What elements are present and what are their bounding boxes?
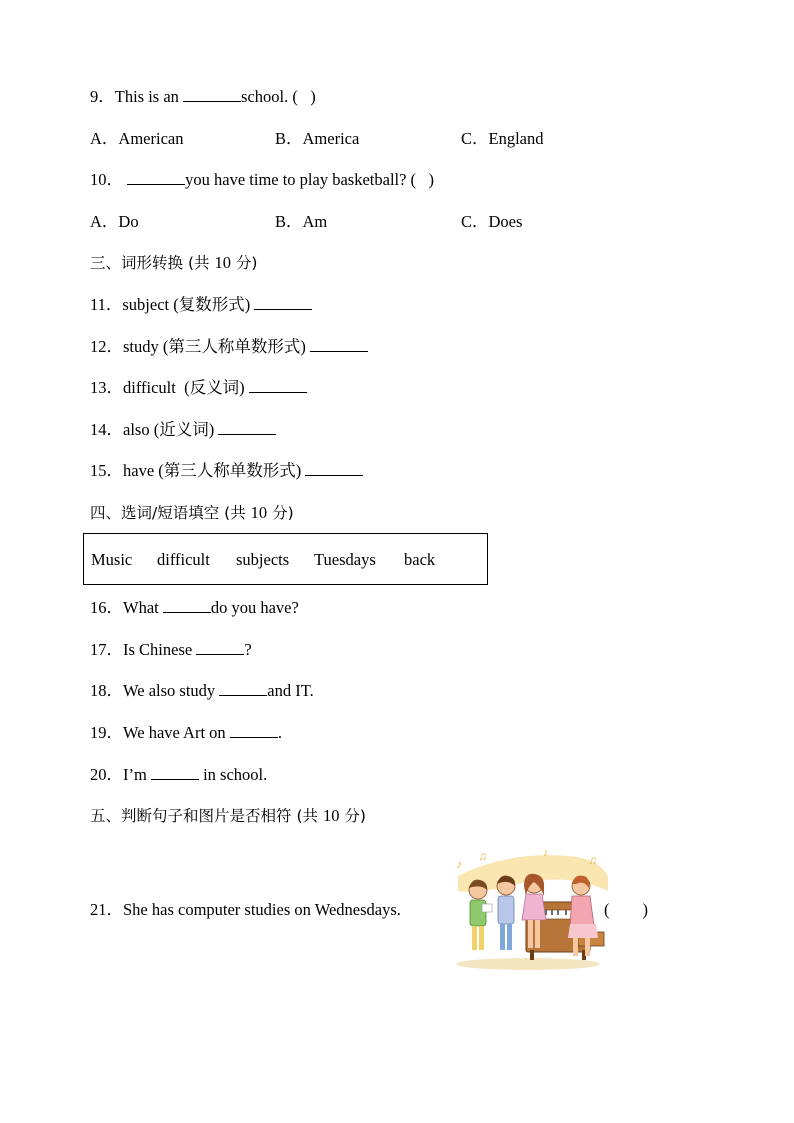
question-number: 15． [90,461,123,480]
question-text-before: What [123,598,163,617]
answer-blank[interactable] [151,764,199,780]
question-10-options [90,211,690,233]
question-number: 20． [90,765,123,784]
answer-blank[interactable] [249,377,307,393]
section-score-close: 分) [339,807,366,825]
answer-paren-close: ) [310,87,316,106]
question-13 [90,377,307,399]
question-number: 10． [90,170,123,189]
answer-blank[interactable] [218,419,276,435]
question-number: 11． [90,295,123,314]
question-14 [90,419,276,441]
teacher-at-piano [568,876,604,956]
question-text-after: you have time to play basketball? ( [185,170,417,189]
option-a[interactable]: A．Do [90,212,139,231]
question-number: 21． [90,900,123,919]
question-number: 16． [90,598,123,617]
question-text: have (第三人称单数形式) [123,461,302,480]
question-9-options [90,128,690,150]
section-score-close: 分) [267,504,294,522]
question-12 [90,336,368,358]
question-text: also (近义词) [123,420,215,439]
question-9 [90,86,316,108]
section-title: 五、判断句子和图片是否相符 [90,807,292,825]
question-text-before: I’m [123,765,151,784]
svg-text:♫: ♫ [478,849,487,863]
question-number: 18． [90,681,123,700]
question-11 [90,294,312,316]
answer-blank[interactable] [183,86,241,102]
section-score-open: (共 [187,254,215,272]
section-3-heading [90,252,257,274]
section-score: 10 [214,253,231,272]
question-text-after: ? [244,640,252,659]
question-number: 19． [90,723,123,742]
section-title: 四、选词/短语填空 [90,504,220,522]
question-text: She has computer studies on Wednesdays. [123,900,401,919]
answer-blank[interactable] [254,294,312,310]
question-text: difficult (反义词) [123,378,245,397]
question-text-before: This is an [114,87,184,106]
question-21 [90,899,401,921]
option-c[interactable]: C．Does [461,212,523,231]
word-bank-item: Tuesdays [314,550,376,569]
question-text-before: Is Chinese [123,640,197,659]
section-score-close: 分) [230,254,258,272]
word-bank [83,533,488,585]
svg-text:♪: ♪ [456,857,462,871]
word-bank-item: back [404,550,436,569]
section-score-open: (共 [224,504,251,522]
section-5-heading [90,805,366,827]
option-a[interactable]: A．American [90,129,184,148]
option-c[interactable]: C．England [461,129,544,148]
question-18 [90,680,314,702]
music-class-illustration [448,846,610,970]
question-text: subject (复数形式) [122,295,251,314]
section-score: 10 [250,503,268,522]
question-15 [90,460,363,482]
section-score: 10 [322,806,340,825]
question-text: study (第三人称单数形式) [123,337,306,356]
question-number: 12． [90,337,123,356]
child-boy-middle [497,876,515,950]
question-number: 9． [90,87,115,106]
question-text-before: We also study [123,681,220,700]
svg-text:♫: ♫ [588,853,597,867]
word-bank-item: subjects [236,550,290,569]
answer-blank[interactable] [163,597,211,613]
question-text-after: school. ( [241,87,298,106]
answer-blank[interactable] [127,169,185,185]
answer-blank[interactable] [310,336,368,352]
child-boy-left [469,880,492,950]
question-text-after: in school. [198,765,268,784]
word-bank-item: difficult [157,550,210,569]
question-number: 14． [90,420,123,439]
question-19 [90,722,282,744]
question-text-after: . [277,723,282,742]
section-score-open: (共 [296,807,323,825]
section-title: 三、词形转换 [90,254,184,272]
question-16 [90,597,299,619]
question-text-after: and IT. [267,681,314,700]
answer-blank[interactable] [196,639,244,655]
answer-blank[interactable] [230,722,278,738]
question-20 [90,764,267,786]
question-text-after: do you have? [210,598,299,617]
word-bank-item: Music [91,550,133,569]
answer-paren-close: ) [428,170,434,189]
question-text-before: We have Art on [123,723,230,742]
answer-blank[interactable] [305,460,363,476]
answer-paren[interactable]: ( ) [604,900,648,919]
svg-text:♪: ♪ [543,847,549,859]
section-4-heading [90,502,294,524]
question-number: 13． [90,378,123,397]
question-10 [90,169,434,191]
question-number: 17． [90,640,123,659]
option-b[interactable]: B．Am [275,212,328,231]
answer-blank[interactable] [219,680,267,696]
question-17 [90,639,252,661]
option-b[interactable]: B．America [275,129,360,148]
